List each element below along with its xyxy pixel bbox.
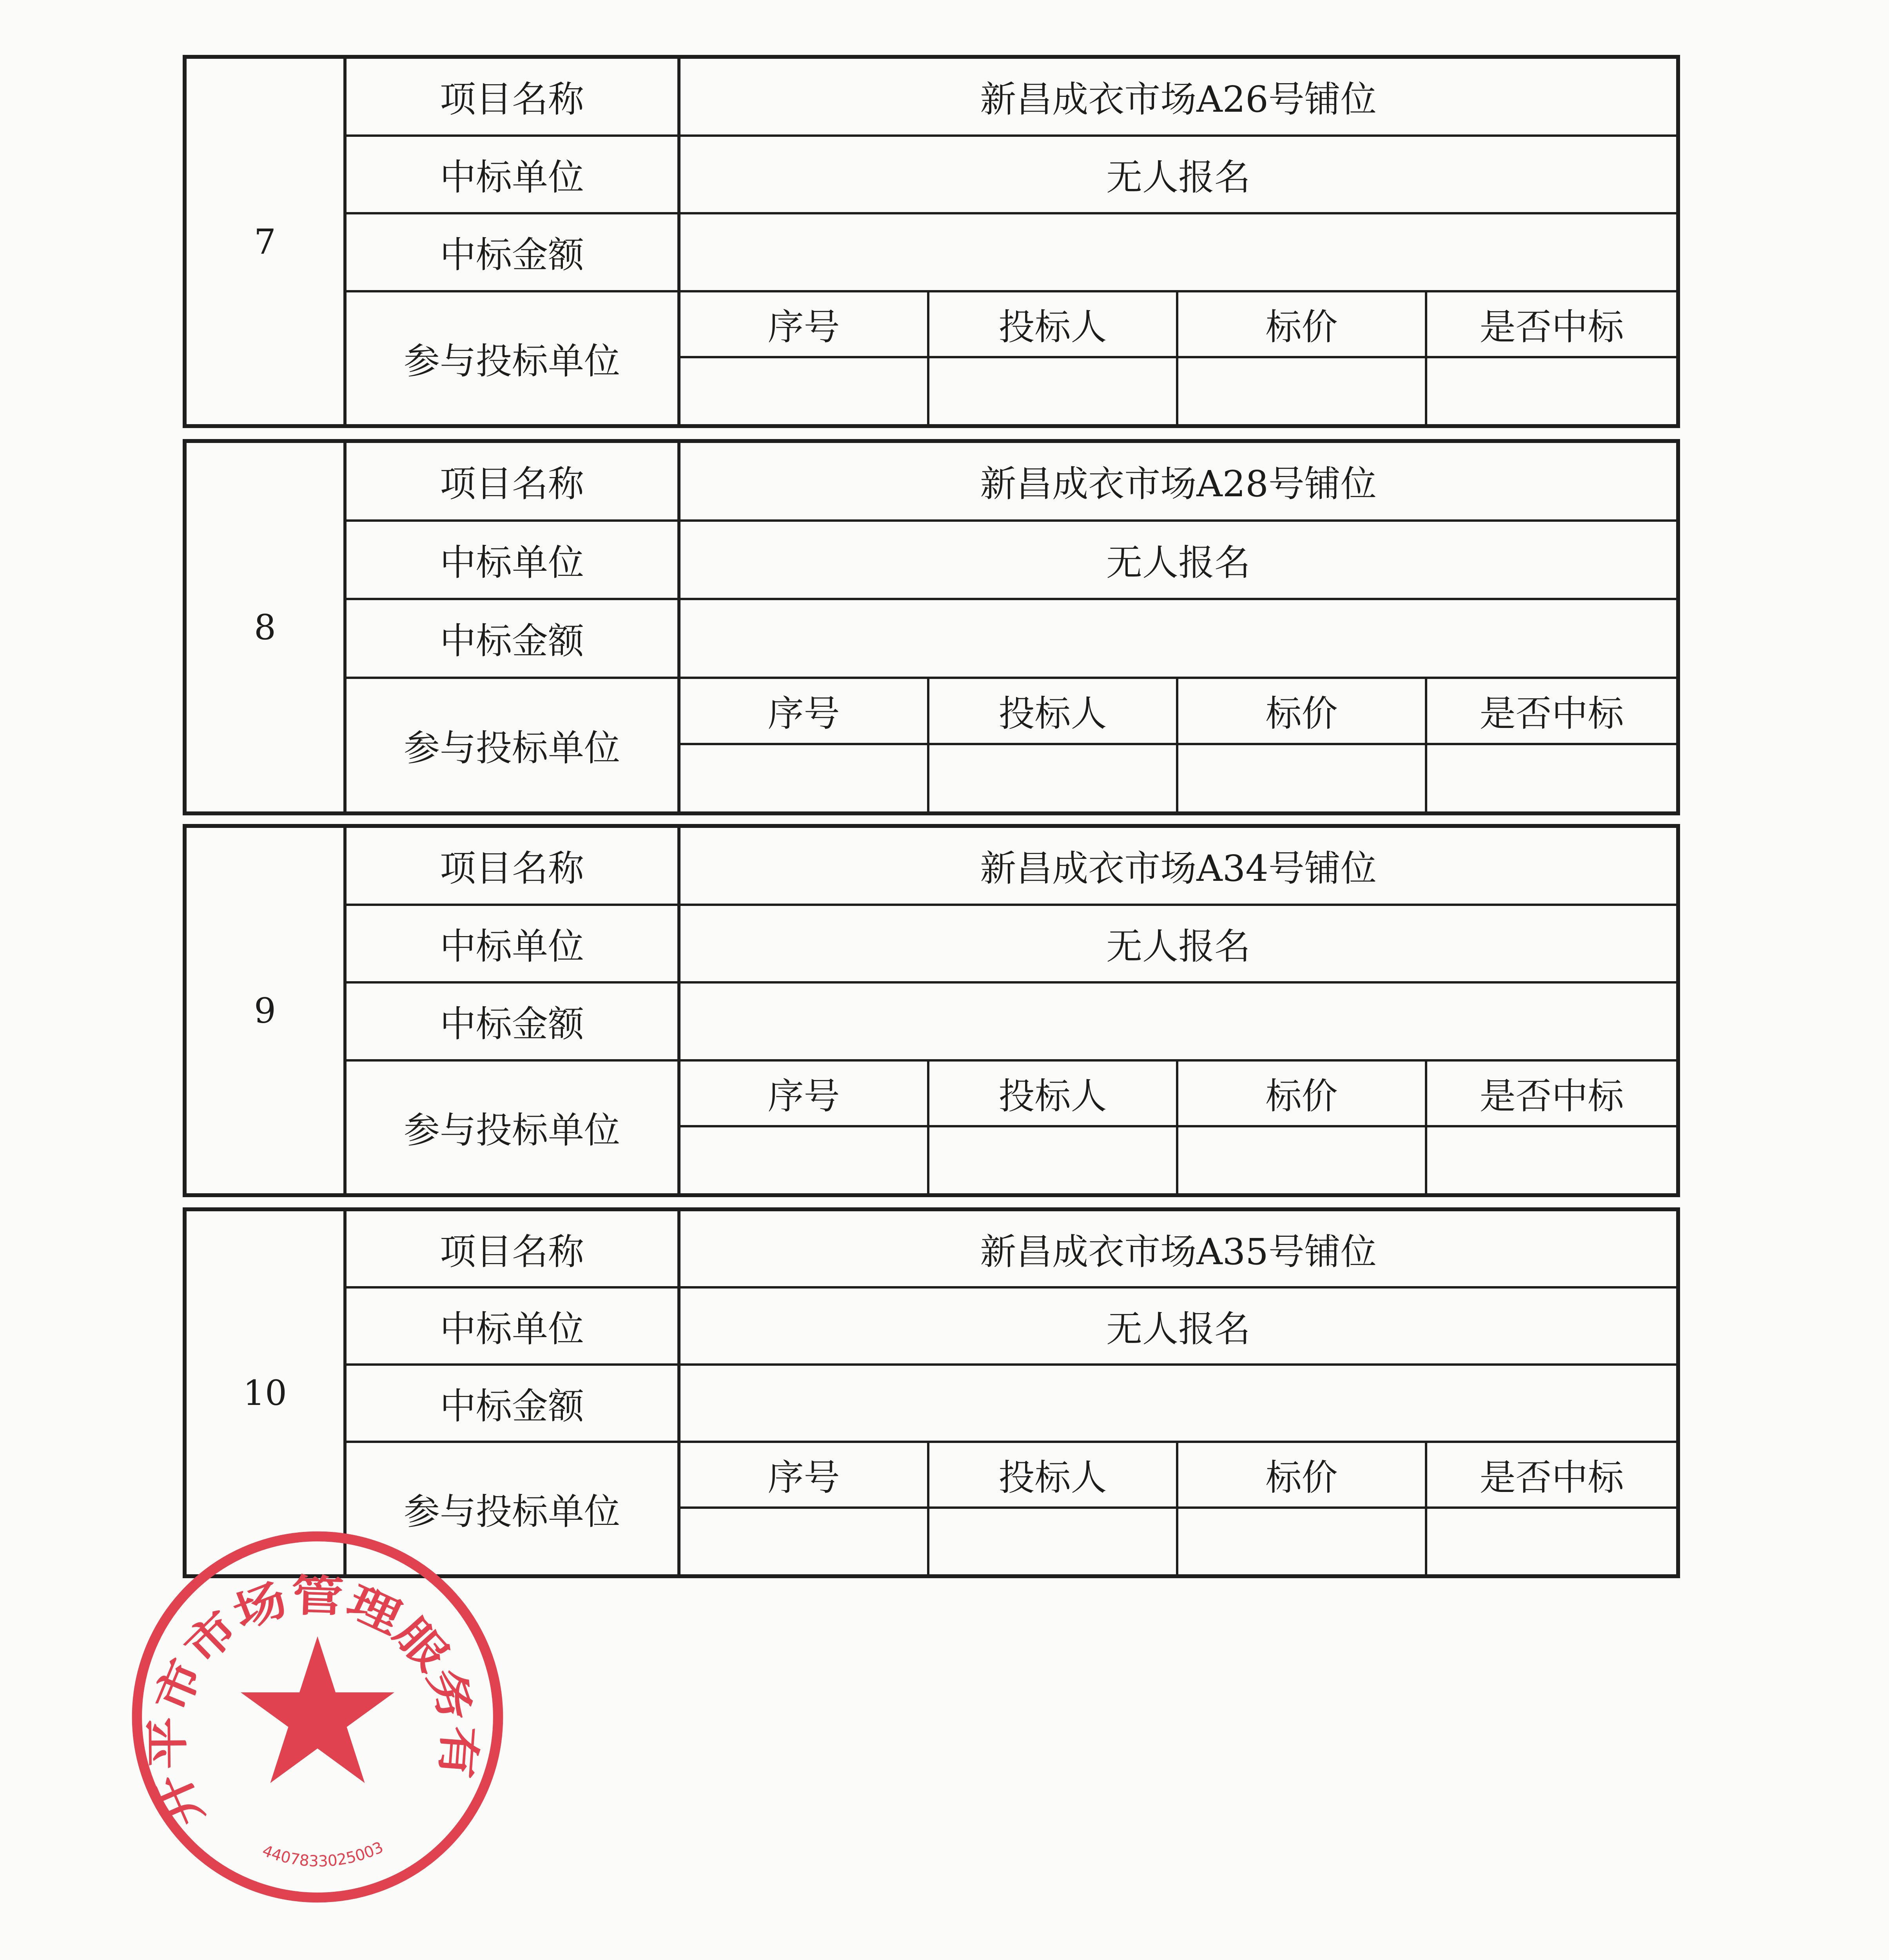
- project-name-value: 新昌成衣市场A35号铺位: [680, 1211, 1676, 1289]
- winner-value: 无人报名: [680, 522, 1676, 601]
- bidders-table: [680, 1062, 1676, 1194]
- winner-value: 无人报名: [680, 137, 1676, 215]
- bidder-header-price: 标价: [1178, 1443, 1427, 1509]
- bidders-table: [680, 679, 1676, 812]
- company-seal: [125, 1525, 510, 1909]
- amount-value: [680, 214, 1676, 292]
- winner-label: 中标单位: [347, 137, 680, 215]
- block-seq: 9: [187, 828, 347, 1193]
- bidder-header-won: 是否中标: [1427, 679, 1676, 745]
- bidders-label: 参与投标单位: [347, 292, 680, 425]
- seal-text: 开平市市场管理服务有: [142, 1570, 486, 1835]
- bidders-table: [680, 1443, 1676, 1574]
- bidder-cell: [1427, 745, 1676, 811]
- project-name-label: 项目名称: [347, 828, 680, 906]
- bidder-cell: [929, 358, 1178, 424]
- bid-block-7: [183, 55, 1680, 428]
- bidder-header-price: 标价: [1178, 1062, 1427, 1127]
- bidders-label: 参与投标单位: [347, 1062, 680, 1194]
- bidders-table: [680, 292, 1676, 425]
- bidder-cell: [1178, 745, 1427, 811]
- bidder-cell: [1427, 1509, 1676, 1575]
- bidder-cell: [1178, 358, 1427, 424]
- amount-label: 中标金额: [347, 600, 680, 679]
- bidder-cell: [929, 1509, 1178, 1575]
- winner-label: 中标单位: [347, 906, 680, 984]
- bidder-header-seq: 序号: [680, 1443, 929, 1509]
- star-icon: [241, 1636, 394, 1783]
- winner-value: 无人报名: [680, 1289, 1676, 1366]
- bidder-cell: [680, 358, 929, 424]
- bidder-cell: [1178, 1509, 1427, 1575]
- bidders-label: 参与投标单位: [347, 1443, 680, 1574]
- block-seq: 10: [187, 1211, 347, 1574]
- amount-value: [680, 1366, 1676, 1443]
- project-name-value: 新昌成衣市场A34号铺位: [680, 828, 1676, 906]
- bidder-cell: [680, 745, 929, 811]
- bidder-header-price: 标价: [1178, 292, 1427, 358]
- bidder-header-seq: 序号: [680, 292, 929, 358]
- bidder-header-name: 投标人: [929, 1062, 1178, 1127]
- project-name-label: 项目名称: [347, 59, 680, 137]
- amount-value: [680, 600, 1676, 679]
- amount-label: 中标金额: [347, 214, 680, 292]
- bidder-header-won: 是否中标: [1427, 1443, 1676, 1509]
- bidder-header-name: 投标人: [929, 679, 1178, 745]
- project-name-value: 新昌成衣市场A28号铺位: [680, 443, 1676, 522]
- seal-svg: [125, 1525, 510, 1909]
- bidder-header-price: 标价: [1178, 679, 1427, 745]
- bidder-header-won: 是否中标: [1427, 292, 1676, 358]
- bidder-cell: [680, 1509, 929, 1575]
- bid-block-8: [183, 439, 1680, 815]
- bidder-header-seq: 序号: [680, 1062, 929, 1127]
- bidder-cell: [929, 1127, 1178, 1193]
- amount-label: 中标金额: [347, 984, 680, 1062]
- bidder-header-name: 投标人: [929, 292, 1178, 358]
- bidder-cell: [1427, 358, 1676, 424]
- amount-value: [680, 984, 1676, 1062]
- winner-label: 中标单位: [347, 1289, 680, 1366]
- bid-block-9: [183, 824, 1680, 1197]
- bidders-label: 参与投标单位: [347, 679, 680, 812]
- bidder-cell: [929, 745, 1178, 811]
- bidder-cell: [1178, 1127, 1427, 1193]
- amount-label: 中标金额: [347, 1366, 680, 1443]
- bid-block-10: [183, 1207, 1680, 1578]
- block-seq: 8: [187, 443, 347, 811]
- seal-number: 4407833025003: [259, 1838, 386, 1871]
- project-name-value: 新昌成衣市场A26号铺位: [680, 59, 1676, 137]
- winner-label: 中标单位: [347, 522, 680, 601]
- bidder-header-seq: 序号: [680, 679, 929, 745]
- bidder-cell: [1427, 1127, 1676, 1193]
- bidder-cell: [680, 1127, 929, 1193]
- bidder-header-won: 是否中标: [1427, 1062, 1676, 1127]
- winner-value: 无人报名: [680, 906, 1676, 984]
- block-seq: 7: [187, 59, 347, 424]
- project-name-label: 项目名称: [347, 443, 680, 522]
- bidder-header-name: 投标人: [929, 1443, 1178, 1509]
- project-name-label: 项目名称: [347, 1211, 680, 1289]
